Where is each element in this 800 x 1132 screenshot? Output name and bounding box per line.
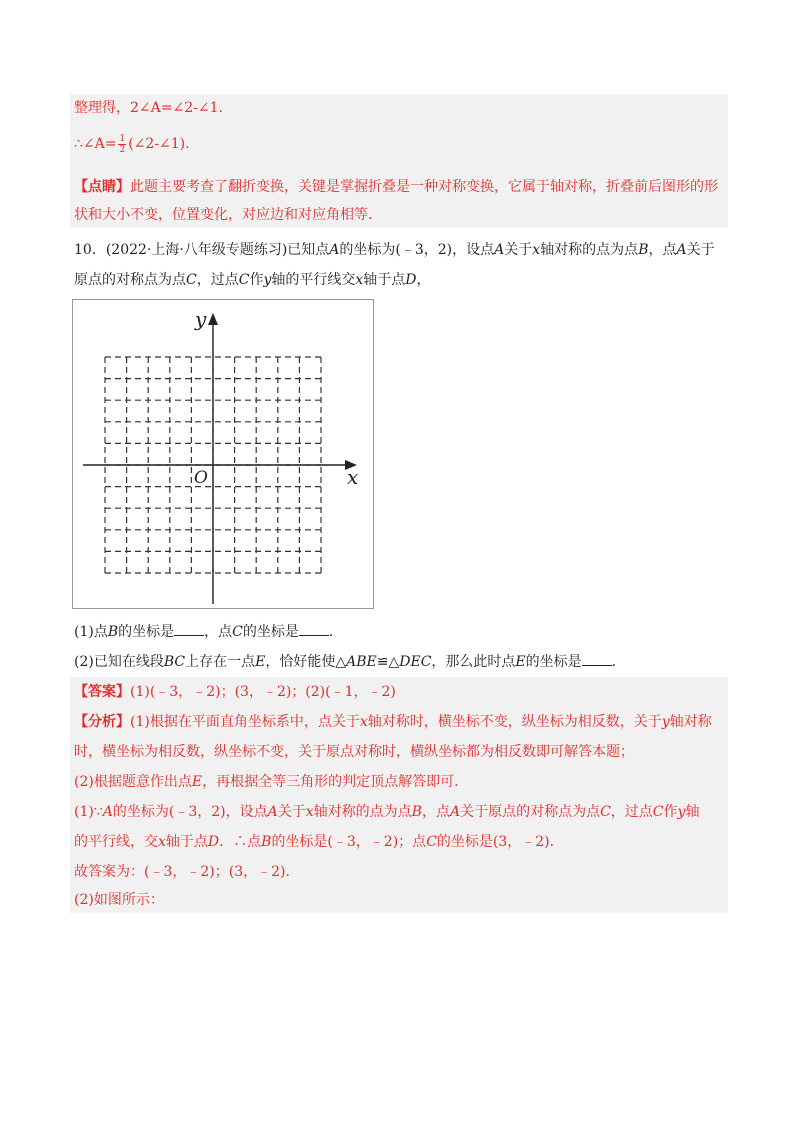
fraction-one-half: $\frac{1}{2}$	[119, 133, 126, 155]
solution-line-1: 整理得，2∠A=∠2-∠1.	[74, 100, 223, 116]
answer-line: 【答案】(1)(﹣3，﹣2)；(3，﹣2)；(2)(﹣1，﹣2)	[74, 684, 396, 700]
comment-line-1: 【点睛】此题主要考查了翻折变换，关键是掌握折叠是一种对称变换，它属于轴对称，折叠前后图形的形	[74, 179, 718, 195]
comment-tag: 【点睛】	[74, 179, 130, 195]
analysis-line-3: (2)根据题意作出点E，再根据全等三角形的判定顶点解答即可.	[74, 774, 459, 790]
x-axis-label: x	[347, 465, 359, 489]
analysis-tag: 【分析】	[74, 714, 130, 730]
solution-detail-line-2: 的平行线，交x轴于点D．∴点B的坐标是(﹣3，﹣2)；点C的坐标是(3，﹣2).	[74, 834, 555, 850]
part-1-line: (1)点B的坐标是 ，点C的坐标是 .	[74, 624, 334, 640]
part-2-line: (2)已知在线段BC上存在一点E，恰好能使△ABE≌△DEC，那么此时点E的坐标是 .	[74, 654, 617, 670]
comment-line-2: 状和大小不变，位置变化，对应边和对应角相等.	[74, 207, 373, 223]
y-axis-label: y	[195, 307, 207, 331]
figure-note-line: (2)如图所示：	[74, 892, 164, 908]
question-line-1: 10．(2022·上海·八年级专题练习)已知点A的坐标为(﹣3，2)，设点A关于x轴对称的点为点B，点A关于	[74, 242, 715, 258]
solution-line-2: ∴∠A= $\frac{1}{2}$ (∠2-∠1).	[74, 133, 190, 155]
final-answer-line: 故答案为：(﹣3，﹣2)；(3，﹣2).	[74, 864, 290, 880]
question-line-2: 原点的对称点为点C，过点C作y轴的平行线交x轴于点D，	[74, 272, 431, 288]
answer-blank	[299, 622, 329, 636]
coordinate-grid-figure	[72, 299, 374, 609]
analysis-line-2: 时，横坐标为相反数，纵坐标不变，关于原点对称时，横纵坐标都为相反数即可解答本题；	[74, 744, 634, 760]
answer-tag: 【答案】	[74, 684, 130, 700]
origin-label: O	[194, 468, 208, 488]
answer-blank	[582, 652, 612, 666]
y-axis-arrow	[208, 313, 218, 325]
analysis-line-1: 【分析】(1)根据在平面直角坐标系中，点关于x轴对称时，横坐标不变，纵坐标为相反数，关于y轴对称	[74, 714, 712, 730]
answer-blank	[174, 622, 204, 636]
solution-detail-line-1: (1)∵A的坐标为(﹣3，2)，设点A关于x轴对称的点为点B，点A关于原点的对称点为点C，过点C作y轴	[74, 804, 700, 820]
grid-svg	[73, 300, 373, 608]
